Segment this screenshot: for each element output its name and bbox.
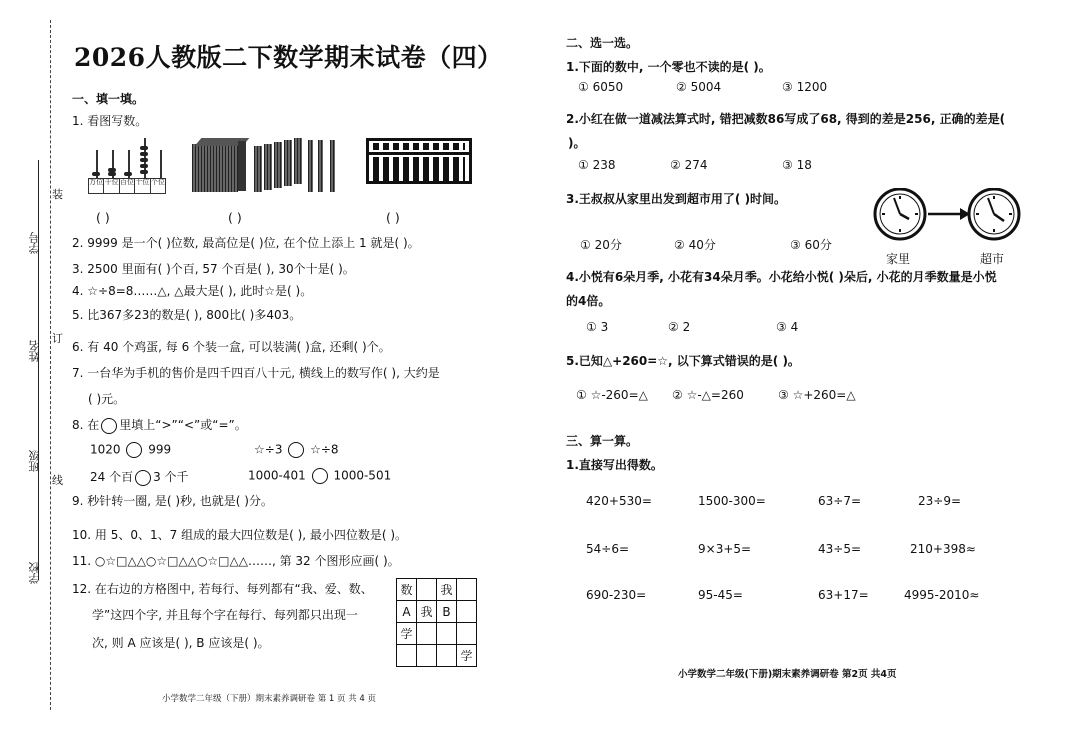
word-grid <box>396 578 477 667</box>
comparison-circle-icon[interactable] <box>312 468 328 484</box>
q1-answer-blank-2[interactable]: ( ) <box>228 210 242 225</box>
grid-cell[interactable] <box>417 579 437 601</box>
binding-mark-zhuang: 装 <box>52 188 63 201</box>
calc-question-1: 1.直接写出得数。 <box>566 458 663 472</box>
q1-answer-blank-3[interactable]: ( ) <box>386 210 400 225</box>
question-11: 11. ○☆□△△○☆□△△○☆□△△……, 第 32 个图形应画( )。 <box>72 554 400 568</box>
q2-option-3[interactable]: ③ 18 <box>782 158 812 172</box>
q1-option-3[interactable]: ③ 1200 <box>782 80 828 94</box>
question-8 <box>72 416 247 434</box>
calc-item: 95-45= <box>698 588 743 602</box>
question-4: 4. ☆÷8=8……△, △最大是( ), 此时☆是( )。 <box>72 284 313 298</box>
left-page-footer: 小学数学二年级（下册）期末素养调研卷 第 1 页 共 4 页 <box>162 694 377 704</box>
q5-option-1[interactable]: ① ☆-260=△ <box>576 388 648 402</box>
arrow-right-icon <box>928 208 970 220</box>
q8-item-left: 1000-401 <box>248 468 306 483</box>
question-7-continued: ( )元。 <box>88 392 126 406</box>
question-12-line-1: 12. 在右边的方格图中, 若每行、每列都有“我、爱、数、 <box>72 582 373 596</box>
q8-item-right: ☆÷8 <box>310 442 339 457</box>
q3-option-2[interactable]: ② 40分 <box>674 238 716 252</box>
calc-item: 54÷6= <box>586 542 630 556</box>
q4-option-3[interactable]: ③ 4 <box>776 320 799 334</box>
q1-option-1[interactable]: ① 6050 <box>578 80 624 94</box>
grid-cell-a: A <box>397 601 417 623</box>
supermarket-clock-icon <box>969 189 1019 239</box>
grid-cell[interactable] <box>437 623 457 645</box>
q8-item-right: 3 个千 <box>153 470 189 484</box>
section-3-heading: 三、算一算。 <box>566 434 639 448</box>
question-7: 7. 一台华为手机的售价是四千四百八十元, 横线上的数写作( ), 大约是 <box>72 366 440 380</box>
q3-option-3[interactable]: ③ 60分 <box>790 238 832 252</box>
question-1: 1. 看图写数。 <box>72 114 148 128</box>
choice-question-2-continued: )。 <box>568 136 586 150</box>
question-12-line-3: 次, 则 A 应该是( ), B 应该是( )。 <box>92 636 270 650</box>
grid-cell: 学 <box>457 645 477 667</box>
question-3: 3. 2500 里面有( )个百, 57 个百是( ), 30个十是( )。 <box>72 262 355 276</box>
clock-label-supermarket: 超市 <box>980 252 1005 266</box>
section-2-heading: 二、选一选。 <box>566 36 639 50</box>
question-10: 10. 用 5、0、1、7 组成的最大四位数是( ), 最小四位数是( )。 <box>72 528 408 542</box>
q8-item-left: ☆÷3 <box>254 442 283 457</box>
grid-cell[interactable] <box>457 623 477 645</box>
question-12-line-2: 学”这四个字, 并且每个字在每行、每列都只出现一 <box>92 608 358 622</box>
grid-cell: 我 <box>417 601 437 623</box>
abacus-label: 万位 <box>89 179 104 193</box>
binding-label-class: 班级 <box>28 450 41 472</box>
right-page-footer: 小学数学二年级(下册)期末素养调研卷 第2页 共4页 <box>678 669 897 680</box>
choice-question-3: 3.王叔叔从家里出发到超市用了( )时间。 <box>566 192 787 206</box>
calc-item: 63÷7= <box>818 494 862 508</box>
section-1-heading: 一、填一填。 <box>72 92 145 106</box>
calc-item: 43÷5= <box>818 542 862 556</box>
calc-item: 23÷9= <box>918 494 962 508</box>
abacus-picture <box>366 138 472 184</box>
question-9: 9. 秒针转一圈, 是( )秒, 也就是( )分。 <box>72 494 273 508</box>
q8-item-1 <box>90 442 171 458</box>
q2-option-1[interactable]: ① 238 <box>578 158 616 172</box>
binding-solid-line <box>38 160 39 580</box>
q8-item-left: 24 个百 <box>90 470 134 484</box>
grid-cell[interactable] <box>457 601 477 623</box>
question-6: 6. 有 40 个鸡蛋, 每 6 个装一盒, 可以装满( )盒, 还剩( )个。 <box>72 340 391 354</box>
comparison-circle-icon <box>101 418 117 434</box>
clock-label-home: 家里 <box>886 252 911 266</box>
choice-question-2: 2.小红在做一道减法算式时, 错把减数86写成了68, 得到的差是256, 正确的差是( <box>566 112 1006 126</box>
comparison-circle-icon[interactable] <box>126 442 142 458</box>
choice-question-4-continued: 的4倍。 <box>566 294 611 308</box>
calc-item: 9×3+5= <box>698 542 752 556</box>
q8-item-left: 1020 <box>90 442 121 457</box>
choice-question-1: 1.下面的数中, 一个零也不读的是( )。 <box>566 60 771 74</box>
grid-cell[interactable] <box>417 623 437 645</box>
grid-cell: 我 <box>437 579 457 601</box>
q5-option-3[interactable]: ③ ☆+260=△ <box>778 388 856 402</box>
q4-option-1[interactable]: ① 3 <box>586 320 609 334</box>
calc-item: 690-230= <box>586 588 647 602</box>
choice-question-4: 4.小悦有6朵月季, 小花有34朵月季。小花给小悦( )朵后, 小花的月季数量是小悦 <box>566 270 997 284</box>
calc-item: 4995-2010≈ <box>904 588 980 602</box>
comparison-circle-icon[interactable] <box>288 442 304 458</box>
q3-option-1[interactable]: ① 20分 <box>580 238 622 252</box>
comparison-circle-icon[interactable] <box>135 470 151 486</box>
grid-cell[interactable] <box>437 645 457 667</box>
abacus-label: 千位 <box>104 179 119 193</box>
q8-item-4 <box>248 468 391 484</box>
counting-frame-picture <box>88 138 166 196</box>
q1-answer-blank-1[interactable]: ( ) <box>96 210 110 225</box>
q8-item-3 <box>90 468 189 486</box>
question-8-prefix: 8. 在 <box>72 418 100 432</box>
q8-item-right: 1000-501 <box>333 468 392 483</box>
clocks-figure <box>872 188 1022 248</box>
q8-item-right: 999 <box>148 442 172 457</box>
calc-item: 420+530= <box>586 494 652 508</box>
home-clock-icon <box>875 189 925 239</box>
binding-dashed-line <box>50 20 51 710</box>
grid-cell[interactable] <box>397 645 417 667</box>
calc-item: 1500-300= <box>698 494 766 508</box>
question-5: 5. 比367多23的数是( ), 800比( )多403。 <box>72 308 302 322</box>
abacus-label: 个位 <box>150 178 165 186</box>
grid-cell[interactable] <box>457 579 477 601</box>
grid-cell: 数 <box>397 579 417 601</box>
question-2: 2. 9999 是一个( )位数, 最高位是( )位, 在个位上添上 1 就是( )。 <box>72 236 420 250</box>
q5-option-2[interactable]: ② ☆-△=260 <box>672 388 744 402</box>
calc-item: 210+398≈ <box>910 542 976 556</box>
grid-cell-b: B <box>437 601 457 623</box>
binding-label-name: 姓名 <box>28 340 41 362</box>
q8-item-2 <box>254 442 339 458</box>
q2-option-2[interactable]: ② 274 <box>670 158 708 172</box>
grid-cell[interactable] <box>417 645 437 667</box>
q1-option-2[interactable]: ② 5004 <box>676 80 722 94</box>
q4-option-2[interactable]: ② 2 <box>668 320 691 334</box>
calc-item: 63+17= <box>818 588 869 602</box>
abacus-label: 百位 <box>120 179 135 193</box>
abacus-label: 十位 <box>135 179 150 193</box>
choice-question-5: 5.已知△+260=☆, 以下算式错误的是( )。 <box>566 354 800 368</box>
question-8-suffix: 里填上“>”“<”或“=”。 <box>119 418 247 432</box>
binding-mark-xian: 线 <box>52 474 63 487</box>
binding-mark-ding: 订 <box>52 332 63 345</box>
grid-cell: 学 <box>397 623 417 645</box>
binding-label-student-id: 学号 <box>28 232 41 254</box>
binding-label-school: 学校 <box>28 562 41 584</box>
page-title: 2026人教版二下数学期末试卷（四） <box>74 43 503 72</box>
